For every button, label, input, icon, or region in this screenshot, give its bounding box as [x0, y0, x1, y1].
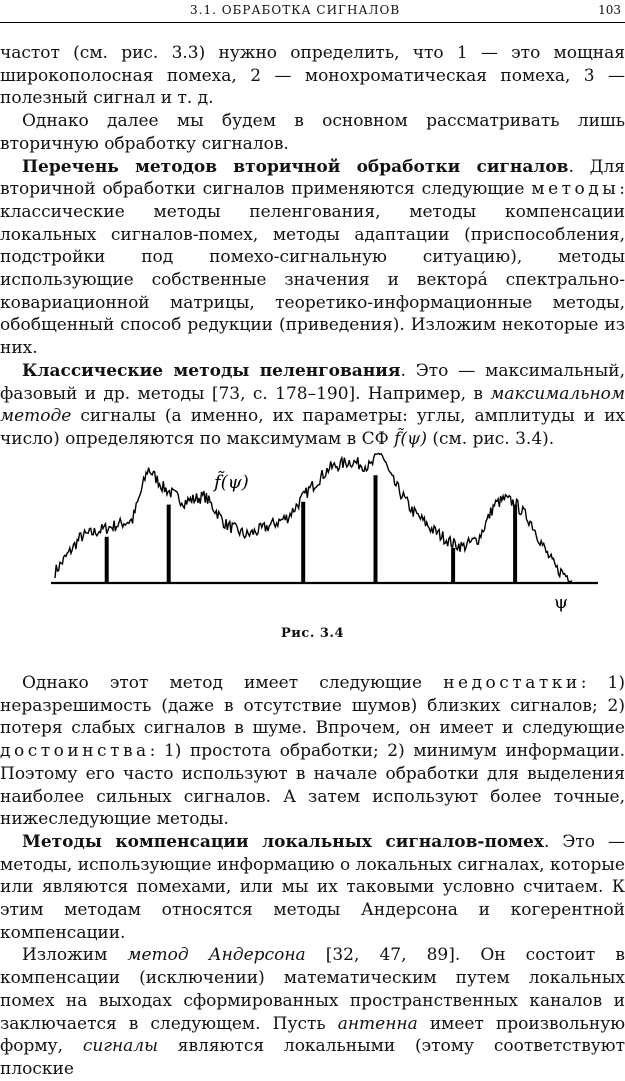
italic-term: антенна [337, 1013, 418, 1034]
spaced-term: недостатки [443, 673, 581, 693]
text-run: Однако далее мы будем в основном рассматривать лишь вторичную обработку сигналов. [0, 111, 625, 154]
peak-bar-1 [105, 537, 109, 583]
text-run: имеет произвольную форму, [0, 1013, 625, 1057]
figure-caption: Рис. 3.4 [280, 626, 344, 641]
figure-3-4 [0, 440, 625, 620]
text-run: . Для вторичной обработки сигналов применяются следующие [0, 156, 625, 200]
bold-heading: Классические методы пеленгования [22, 360, 401, 381]
paragraph-p4 [0, 360, 625, 451]
text-run: : 1) простота обработки; 2) минимум информации. Поэтому его часто используют в начале обработки для выделения наиболее сильных сигналов. А затем используют более точные, нижеследующие методы. [0, 741, 625, 830]
curve-label: f̃(ψ) [214, 472, 249, 493]
bold-heading: Перечень методов вторичной обработки сигналов [22, 156, 569, 177]
text-run: являются локальными (этому соответствуют плоские [0, 1036, 625, 1079]
text-run: . Это — максимальный, фазовый и др. методы [73, с. 178–190]. Например, в [0, 360, 625, 404]
text-run: Изложим [22, 945, 128, 966]
spaced-term: методы [531, 179, 620, 200]
text-run: Однако этот метод имеет следующие [22, 673, 444, 693]
peak-bar-2 [167, 505, 171, 583]
text-block-bottom [0, 672, 625, 1081]
peak-bar-6 [513, 505, 517, 583]
text-run: . Это — методы, использующие информацию о локальных сигналах, которые или являются помехами, или мы их таковыми условно считаем. К этим методам относятся методы Андерсона и когерентной компенсации. [0, 831, 625, 943]
italic-term: сигналы [82, 1036, 158, 1057]
peak-bar-5 [451, 548, 455, 583]
text-run: [32, 47, 89]. Он состоит в компенсации (исключении) математическим путем локальных помех на выходах сформированных пространственных каналов и заключается в следующем. Пусть [0, 945, 625, 1034]
paragraph-p5 [0, 672, 625, 831]
spaced-term: достоинства [0, 741, 150, 762]
page-number: 103 [598, 3, 621, 17]
italic-term: f̃(ψ) [394, 428, 427, 449]
spatial-spectrum-curve [55, 453, 572, 581]
running-section-title: 3.1. ОБРАБОТКА СИГНАЛОВ [190, 3, 401, 17]
text-run: (см. рис. 3.4). [426, 428, 555, 449]
paragraph-p1 [0, 42, 625, 110]
italic-term: максимальном методе [0, 383, 625, 427]
paragraph-p7 [0, 944, 625, 1080]
italic-term: метод Андерсона [127, 945, 306, 966]
paragraph-p6 [0, 831, 625, 945]
paragraph-p2 [0, 110, 625, 155]
page-header [0, 0, 625, 23]
axis-label-psi: ψ [554, 592, 569, 613]
text-block-top [0, 42, 625, 451]
text-run: частот (см. рис. 3.3) нужно определить, что 1 — это мощная широкополосная помеха, 2 — монохроматическая помеха, 3 — полезный сигнал и т. д. [0, 43, 625, 109]
text-run: : классические методы пеленгования, методы компенсации локальных сигналов-помех, методы адаптации (приспособления, подстройки под помехо-сигнальную ситуацию), методы использующие собственные значения и векторá спектрально-ковариационной матрицы, теоретико-информационные методы, обобщенный способ редукции (приведения). Изложим некоторые из них. [0, 179, 625, 359]
paragraph-p3 [0, 156, 625, 360]
peak-bar-4 [374, 475, 378, 583]
text-run: сигналы (а именно, их параметры: углы, амплитуды и их число) определяются по максимумам в СФ [0, 406, 625, 449]
bold-heading: Методы компенсации локальных сигналов-помех [22, 831, 544, 852]
text-run: : 1) неразрешимость (даже в отсутствие шумов) близких сигналов; 2) потеря слабых сигналов в шуме. Впрочем, он имеет и следующие [0, 673, 625, 739]
peak-bar-3 [301, 502, 305, 583]
